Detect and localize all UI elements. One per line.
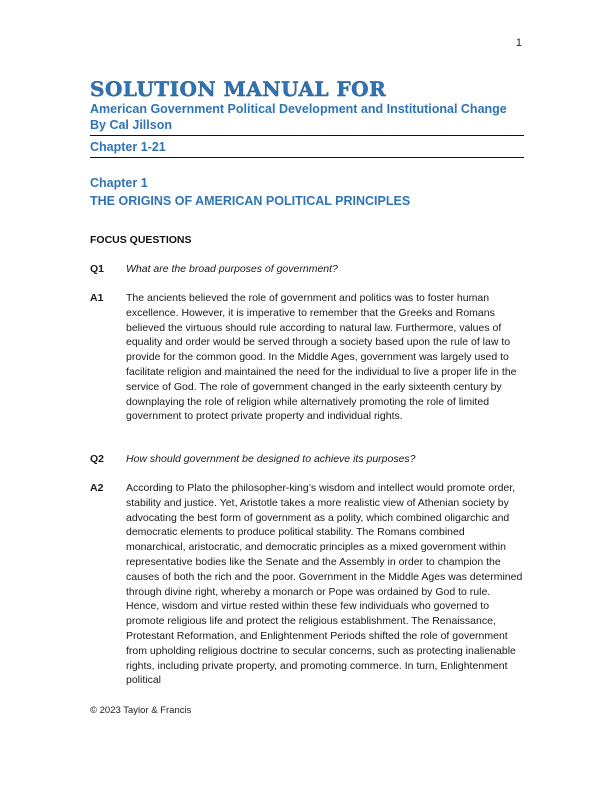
answer-block xyxy=(90,291,524,424)
question-label: Q1 xyxy=(90,263,105,275)
copyright-footer: © 2023 Taylor & Francis xyxy=(90,705,192,716)
question-text: How should government be designed to achieve its purposes? xyxy=(126,453,416,465)
document-subtitle: American Government Political Development and Institutional Change By Cal Jillson xyxy=(90,102,507,132)
question-block xyxy=(90,452,524,467)
question-text: What are the broad purposes of government? xyxy=(126,263,338,275)
section-label: FOCUS QUESTIONS xyxy=(90,234,192,246)
answer-text: According to Plato the philosopher-king’s wisdom and intellect would promote order, stability and justice. Yet, Aristotle takes a more realistic view of Athenian society by advocating the best form of government as a polity, which combined oligarchic and democratic elements to produce political stability. The Romans combined monarchical, aristocratic, and democratic principles as a mixed government within representative bodies like the Senate and the Assembly in order to champion the causes of both the rich and the poor. Government in the Middle Ages was determined through divine right, whereby a monarch or Pope was ordained by God to rule. Hence, wisdom and virtue rested within these few individuals who governed to promote religious life and protect the religious establishment. The Renaissance, Protestant Reformation, and Enlightenment Periods shifted the role of government from upholding religious doctrine to secular concerns, such as protecting inalienable rights, including private property, and promoting commerce. In turn, Enlightenment political xyxy=(126,482,523,687)
chapter-heading xyxy=(90,174,524,210)
question-block xyxy=(90,262,524,277)
chapter-range: Chapter 1-21 xyxy=(90,140,166,154)
chapter-number: Chapter 1 xyxy=(90,176,148,190)
answer-label: A2 xyxy=(90,482,104,494)
document-title: SOLUTION MANUAL FOR xyxy=(90,77,387,101)
answer-label: A1 xyxy=(90,292,104,304)
answer-block xyxy=(90,481,524,688)
question-label: Q2 xyxy=(90,453,105,465)
title-block xyxy=(90,78,524,158)
chapter-name: THE ORIGINS OF AMERICAN POLITICAL PRINCIPLES xyxy=(90,194,411,208)
page-number: 1 xyxy=(515,37,522,49)
answer-text: The ancients believed the role of government and politics was to foster human excellence. However, it is imperative to remember that the Greeks and Romans believed the virtuous should rule according to natural law. Furthermore, values of equality and order would be served through a society based upon the rule of law to provide for the common good. In the Middle Ages, government was largely used to facilitate religion and maintained the need for the individual to live a proper life in the service of God. The role of government changed in the early sixteenth century by downplaying the role of religion while alternatively promoting the role of limited government to protect private property and individual rights. xyxy=(126,292,517,423)
chapter-range-divider xyxy=(90,157,524,158)
